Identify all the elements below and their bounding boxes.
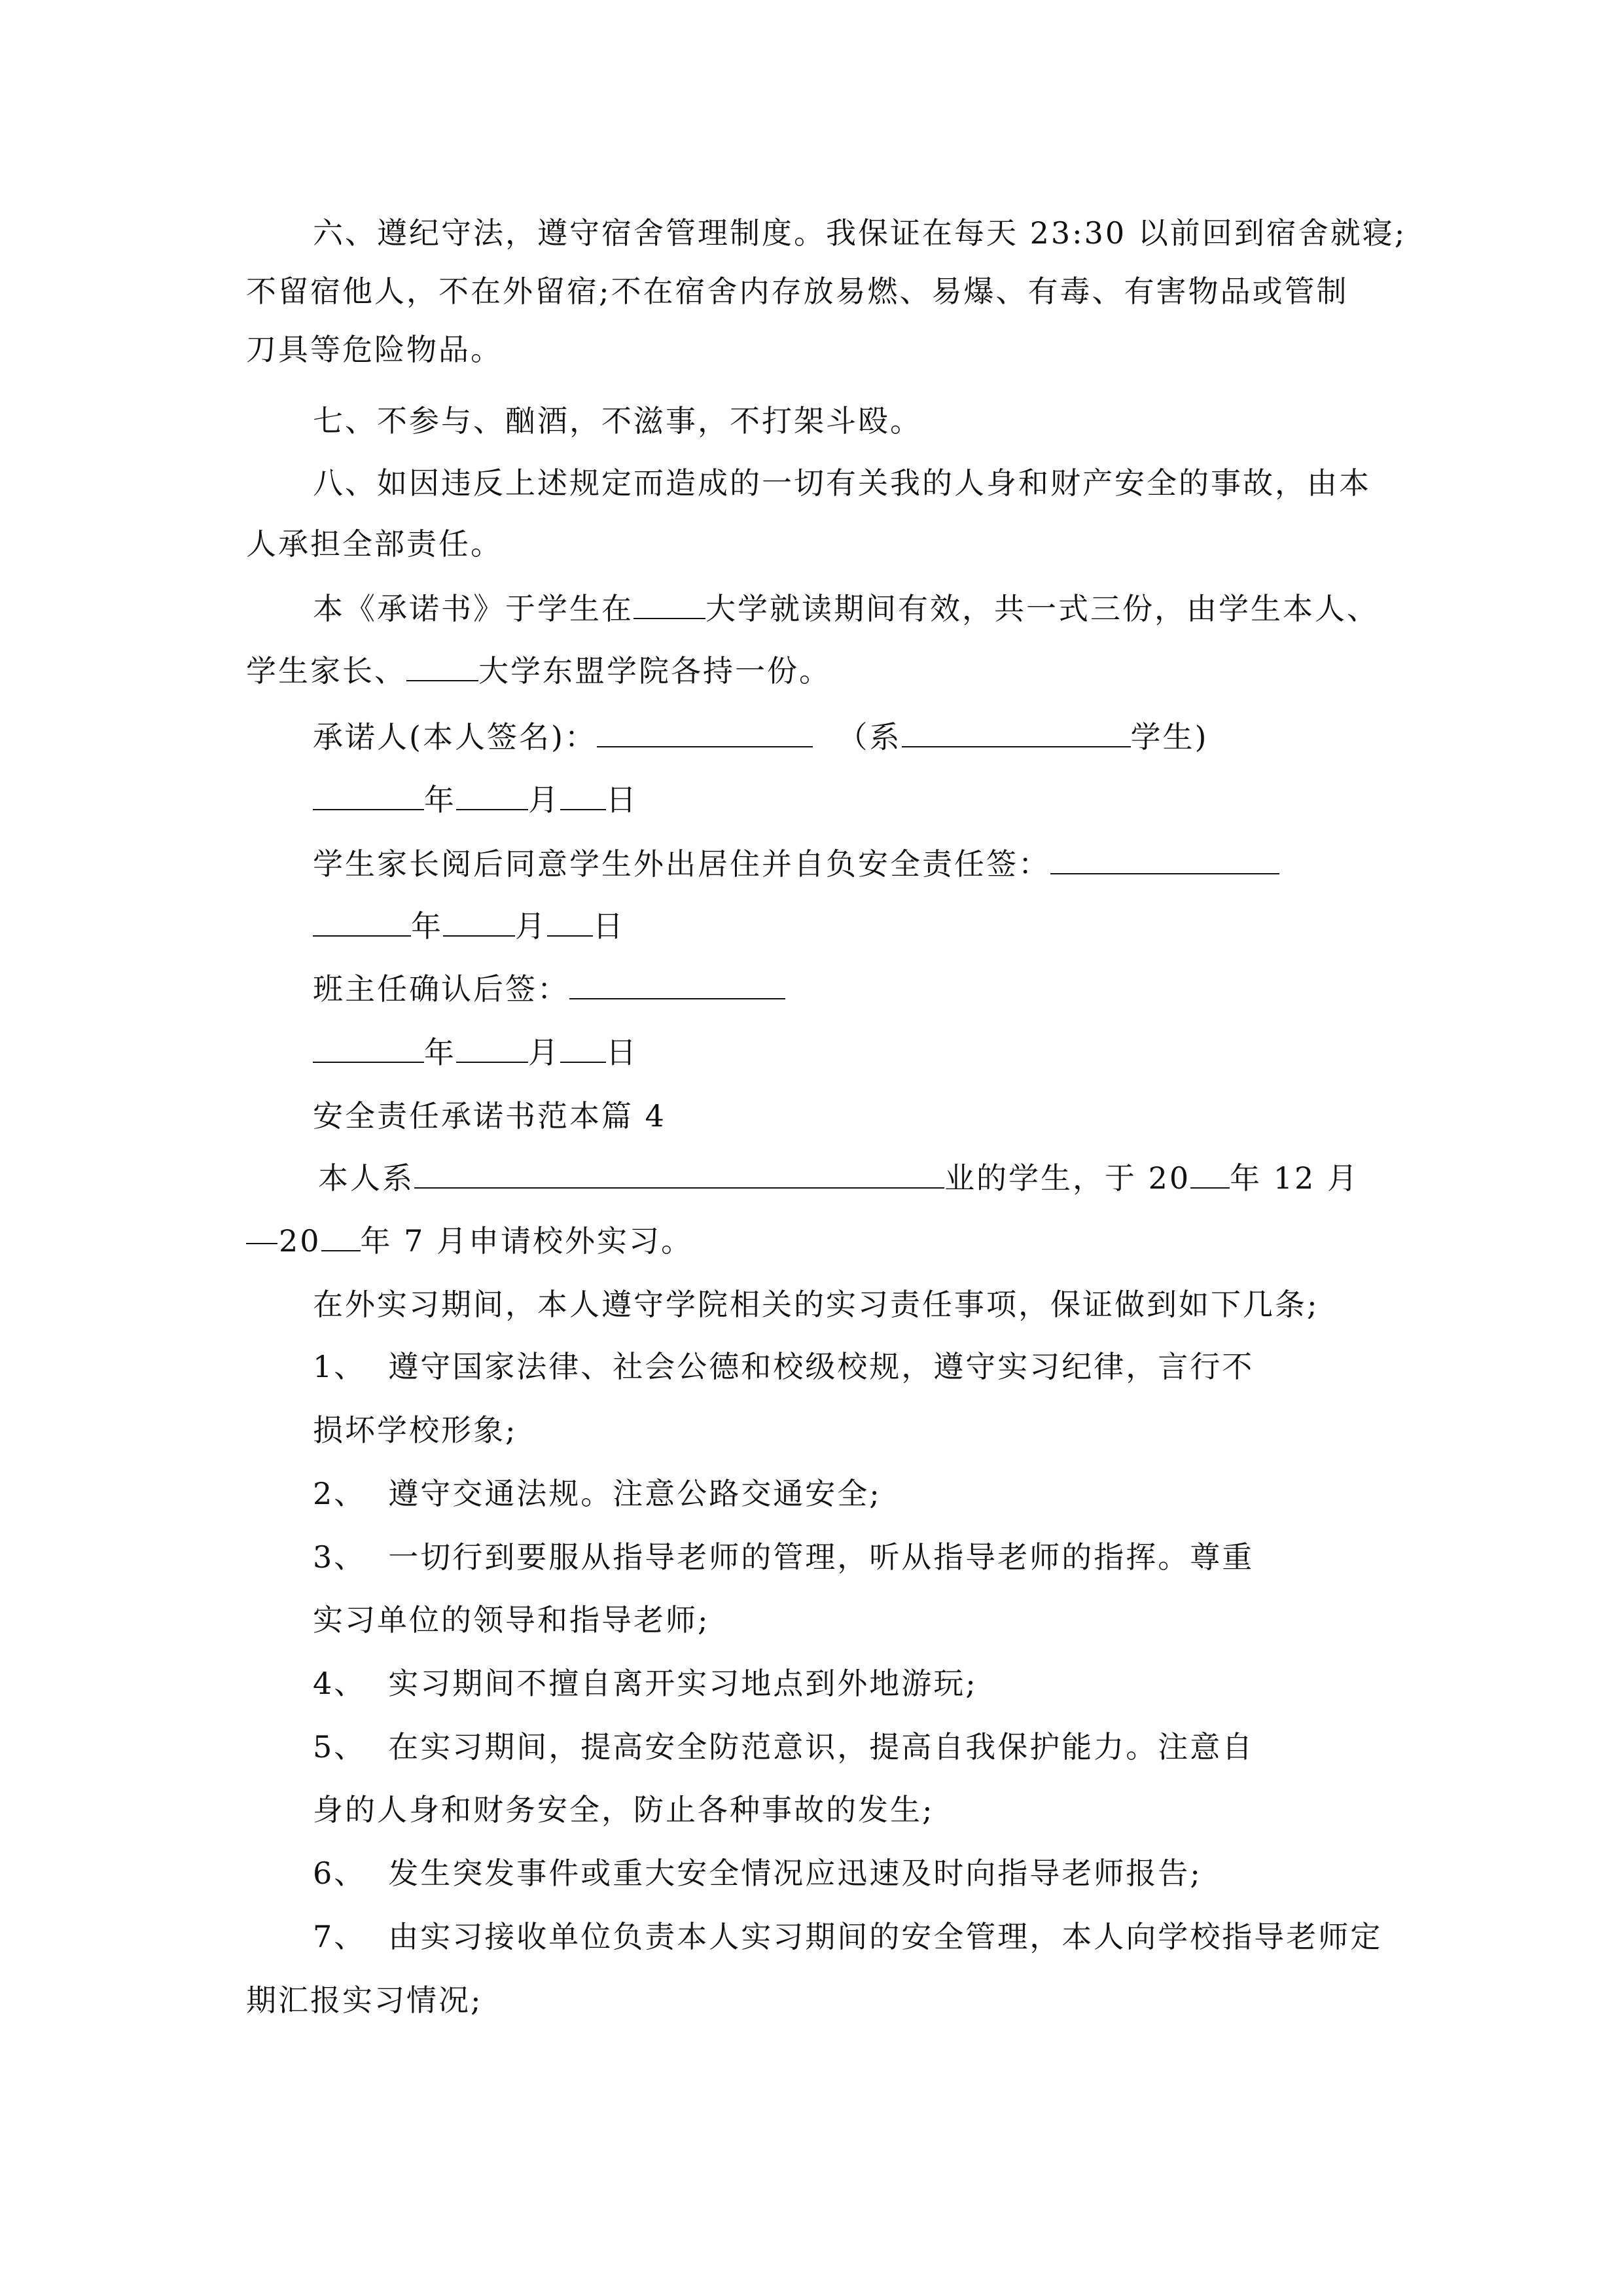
major-blank[interactable] (414, 1161, 944, 1189)
validity-text-b: 大学就读期间有效，共一式三份，由学生本人、 (705, 591, 1379, 626)
intro-text-a: 本人系 (318, 1160, 414, 1196)
item-text: 一切行到要服从指导老师的管理，听从指导老师的指挥。尊重 (388, 1539, 1255, 1575)
teacher-date-line (313, 1033, 638, 1072)
month-blank[interactable] (456, 1035, 528, 1063)
list-item-5 (313, 1727, 1254, 1767)
list-item-2 (313, 1474, 882, 1513)
day-blank[interactable] (547, 909, 593, 937)
signer-dept-open: （系 (837, 719, 902, 755)
signer-date-line (313, 780, 638, 819)
list-item-7 (313, 1917, 1382, 1956)
day-blank[interactable] (560, 783, 606, 810)
year-blank[interactable] (313, 909, 411, 937)
item-number: 5、 (313, 1729, 366, 1765)
end-year-blank[interactable] (321, 1224, 361, 1251)
item-text: 实习期间不擅自离开实习地点到外地游玩; (388, 1666, 978, 1701)
parent-line (313, 844, 1279, 884)
list-item-1-continued: 损坏学校形象; (313, 1412, 518, 1448)
university-blank[interactable] (633, 592, 705, 619)
university-blank-2[interactable] (406, 654, 478, 681)
paragraph-7: 七、不参与、酗酒，不滋事，不打架斗殴。 (313, 403, 922, 439)
item-text: 在实习期间，提高安全防范意识，提高自我保护能力。注意自 (388, 1729, 1255, 1765)
teacher-label: 班主任确认后签： (313, 971, 569, 1007)
validity-text-a: 本《承诺书》于学生在 (313, 591, 633, 626)
validity-line-2 (246, 651, 831, 691)
teacher-signature-blank[interactable] (569, 972, 785, 999)
day-label: 日 (593, 908, 625, 944)
lead-paragraph: 在外实习期间，本人遵守学院相关的实习责任事项，保证做到如下几条; (313, 1287, 1319, 1322)
list-item-1 (313, 1347, 1254, 1386)
item-text: 发生突发事件或重大安全情况应迅速及时向指导老师报告; (388, 1856, 1202, 1891)
dash-mark (246, 1243, 277, 1244)
list-item-6 (313, 1854, 1202, 1893)
parent-signature-blank[interactable] (1050, 847, 1279, 874)
paragraph-6-line-3: 刀具等危险物品。 (246, 332, 503, 367)
item-text: 遵守国家法律、社会公德和校级校规，遵守实习纪律，言行不 (388, 1349, 1255, 1384)
paragraph-6-line-1: 六、遵纪守法，遵守宿舍管理制度。我保证在每天 23:30 以前回到宿舍就寝; (313, 215, 1407, 251)
day-label: 日 (606, 782, 638, 817)
item-number: 6、 (313, 1856, 366, 1891)
year-label: 年 (411, 908, 443, 944)
intro-text-b: 业的学生，于 20 (944, 1160, 1191, 1196)
year-label: 年 (424, 1035, 456, 1070)
list-item-3-continued: 实习单位的领导和指导老师; (313, 1602, 710, 1638)
intro-text-e: 年 7 月申请校外实习。 (360, 1223, 694, 1259)
month-label: 月 (528, 782, 560, 817)
paragraph-8-line-2: 人承担全部责任。 (246, 526, 503, 562)
signer-label: 承诺人(本人签名)： (313, 719, 597, 755)
intro-line-1 (318, 1158, 1359, 1198)
list-item-3 (313, 1537, 1254, 1577)
intro-line-2 (246, 1221, 693, 1261)
year-blank[interactable] (313, 783, 424, 810)
month-blank[interactable] (443, 909, 515, 937)
section-title: 安全责任承诺书范本篇 4 (313, 1098, 666, 1134)
paragraph-6-line-2: 不留宿他人，不在外留宿;不在宿舍内存放易燃、易爆、有毒、有害物品或管制 (246, 274, 1349, 309)
signer-signature-blank[interactable] (597, 720, 813, 747)
teacher-line (313, 969, 785, 1009)
item-number: 7、 (313, 1919, 366, 1954)
item-number: 2、 (313, 1476, 366, 1511)
item-number: 1、 (313, 1349, 366, 1384)
validity-line-1 (313, 589, 1379, 628)
validity-text-d: 大学东盟学院各持一份。 (478, 653, 831, 689)
item-text: 遵守交通法规。注意公路交通安全; (388, 1476, 882, 1511)
parent-date-line (313, 906, 625, 946)
item-number: 3、 (313, 1539, 366, 1575)
intro-text-c: 年 12 月 (1230, 1160, 1359, 1196)
month-blank[interactable] (456, 783, 528, 810)
list-item-4 (313, 1664, 978, 1703)
year-blank[interactable] (313, 1035, 424, 1063)
day-blank[interactable] (560, 1035, 606, 1063)
signer-dept-close: 学生) (1130, 719, 1209, 755)
signer-line (313, 717, 1208, 757)
year-label: 年 (424, 782, 456, 817)
item-number: 4、 (313, 1666, 366, 1701)
list-item-7-continued: 期汇报实习情况; (246, 1982, 483, 2018)
month-label: 月 (528, 1035, 560, 1070)
list-item-5-continued: 身的人身和财务安全，防止各种事故的发生; (313, 1792, 935, 1827)
item-text: 由实习接收单位负责本人实习期间的安全管理，本人向学校指导老师定 (388, 1919, 1383, 1954)
paragraph-8-line-1: 八、如因违反上述规定而造成的一切有关我的人身和财产安全的事故，由本 (313, 465, 1371, 501)
start-year-blank[interactable] (1190, 1161, 1230, 1189)
validity-text-c: 学生家长、 (246, 653, 406, 689)
parent-label: 学生家长阅后同意学生外出居住并自负安全责任签： (313, 846, 1050, 882)
signer-department-blank[interactable] (902, 720, 1131, 747)
intro-text-d: 20 (279, 1223, 321, 1259)
month-label: 月 (515, 908, 547, 944)
day-label: 日 (606, 1035, 638, 1070)
